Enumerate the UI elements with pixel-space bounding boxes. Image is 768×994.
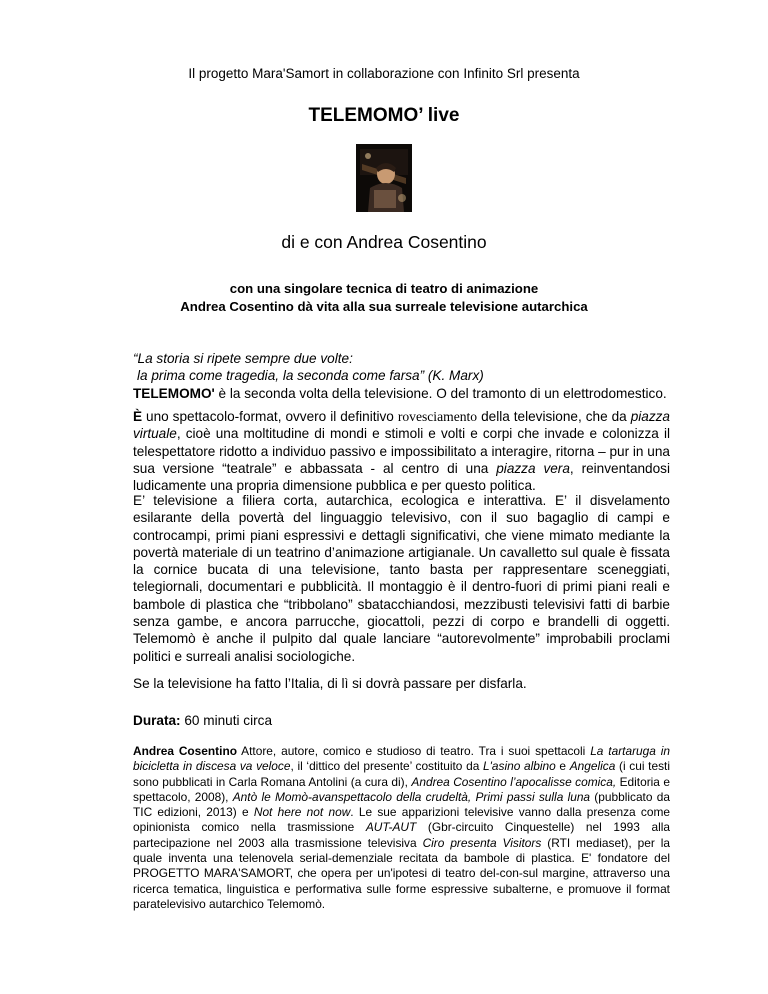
subtitle-line-1: con una singolare tecnica di teatro di animazione	[229, 281, 539, 296]
p1-italic-2: piazza vera	[496, 460, 570, 476]
performer-photo-image	[356, 144, 412, 212]
paragraph-closing: Se la televisione ha fatto l’Italia, di lì si dovrà passare per disfarla.	[133, 676, 527, 691]
quote-block	[133, 350, 670, 402]
p1-text-1: uno spettacolo-format, ovvero il definitivo	[142, 409, 398, 424]
bio-italic-4: Andrea Cosentino l’apocalisse comica,	[411, 774, 617, 789]
p1-text-3: , cioè una moltitudine di mondi e stimoli e volti e corpi che invade e colonizza il telespettatore ridotto a individuo passivo e impossibilitato a interagire, ritorna – pur in una sua versione “teatrale” e abbassata - al centro di una	[133, 426, 670, 476]
bio-italic-8: Ciro presenta Visitors	[422, 835, 542, 850]
byline: di e con Andrea Cosentino	[281, 232, 487, 252]
bio-text-5: Editoria e spettacolo, 2008),	[133, 774, 671, 804]
intro-line: Il progetto Mara'Samort in collaborazione con Infinito Srl presenta	[188, 66, 580, 81]
quote-line-1: “La storia si ripete sempre due volte:	[133, 351, 353, 366]
bio-italic-2: L'asino albino	[483, 759, 556, 774]
p1-text-2: della televisione, che da	[477, 409, 631, 424]
tagline	[133, 385, 670, 402]
bio-text-1: Attore, autore, comico e studioso di teatro. Tra i suoi spettacoli	[236, 744, 591, 758]
p1-text-4: , reinventandosi ludicamente una propria dimensione pubblica e per questo politica.	[133, 460, 670, 494]
bio-name: Andrea Cosentino	[133, 744, 237, 758]
bio-text-9: (RTI mediaset), per la quale inventa una telenovela serial-demenziale recitata da bambole di plastica. E' fondatore del PROGETTO MARA'SAMORT, che opera per un'ipotesi di teatro del-con-sul margine, attraverso una ricerca tematica, linguistica e performativa sulle forme espressive subalterne, e promuove il format paratelevisivo autarchico Telemomò.	[133, 835, 671, 911]
subtitle	[0, 280, 768, 316]
duration-label: Durata:	[133, 713, 181, 728]
quote-line-2: la prima come tragedia, la seconda come farsa” (K. Marx)	[137, 368, 484, 384]
performer-photo	[356, 144, 412, 212]
duration-value: 60 minuti circa	[180, 713, 273, 728]
subtitle-line-2: Andrea Cosentino dà vita alla sua surreale televisione autarchica	[180, 299, 588, 314]
p1-serif-word: rovesciamento	[397, 409, 478, 424]
bio-italic-1: La tartaruga in bicicletta in discesa va veloce	[133, 744, 670, 774]
bio-italic-3: Angelica	[569, 759, 616, 774]
tagline-text: è la seconda volta della televisione. O del tramonto di un elettrodomestico.	[214, 385, 667, 401]
paragraph-television: E’ televisione a filiera corta, autarchica, ecologica e interattiva. E’ il disvelamento esilarante della povertà del linguaggio televisivo, con il suo bagaglio di campi e controcampi, primi piani espressivi e dettagli significativi, che viene mimato mediante la povertà materiale di un teatrino d’animazione artigianale. Un cavalletto sul quale è fissata la cornice bucata di una televisione, tanto basta per rappresentare sceneggiati, telegiornali, documentari e pubblicità. Il montaggio è il dentro-fuori di primi piani reali e bambole di plastica che “tribbolano” sbatacchiandosi, mezzibusti televisivi fatti di barbie senza gambe, e ancora parrucche, giocattoli, pezzi di corpo e brandelli di oggetti. Telemomò è anche il pulpito dal quale lanciare “autorevolmente” improbabili proclami politici e surreali analisi sociologiche.	[133, 493, 670, 664]
bio-italic-7: AUT-AUT	[365, 820, 417, 835]
p1-italic-1: piazza virtuale	[133, 409, 670, 442]
show-title: TELEMOMO’ live	[308, 105, 460, 126]
bio-text-2: , il ‘dittico del presente’ costituito da	[290, 759, 484, 774]
bio-text-7: . Le sue apparizioni televisive vanno dalla presenza come opinionista comico nella trasmissione	[133, 805, 671, 835]
duration	[133, 712, 670, 729]
paragraph-format	[133, 408, 670, 494]
bio-text-4: (i cui testi sono pubblicati in Carla Romana Antolini (a cura di),	[133, 759, 670, 789]
bio-italic-6: Not here not now	[253, 805, 351, 820]
bio-text-6: (pubblicato da TIC edizioni, 2013) e	[133, 789, 670, 820]
p1-bold: È	[133, 409, 143, 424]
biography	[133, 744, 670, 912]
bio-text-8: (Gbr-circuito Cinquestelle) nel 1993 alla partecipazione nel 2003 alla trasmissione televisiva	[133, 820, 670, 850]
bio-text-3: e	[555, 759, 570, 774]
bio-italic-5: Antò le Momò-avanspettacolo della crudeltà, Primi passi sulla luna	[232, 789, 591, 804]
tagline-bold: TELEMOMO'	[133, 385, 215, 401]
